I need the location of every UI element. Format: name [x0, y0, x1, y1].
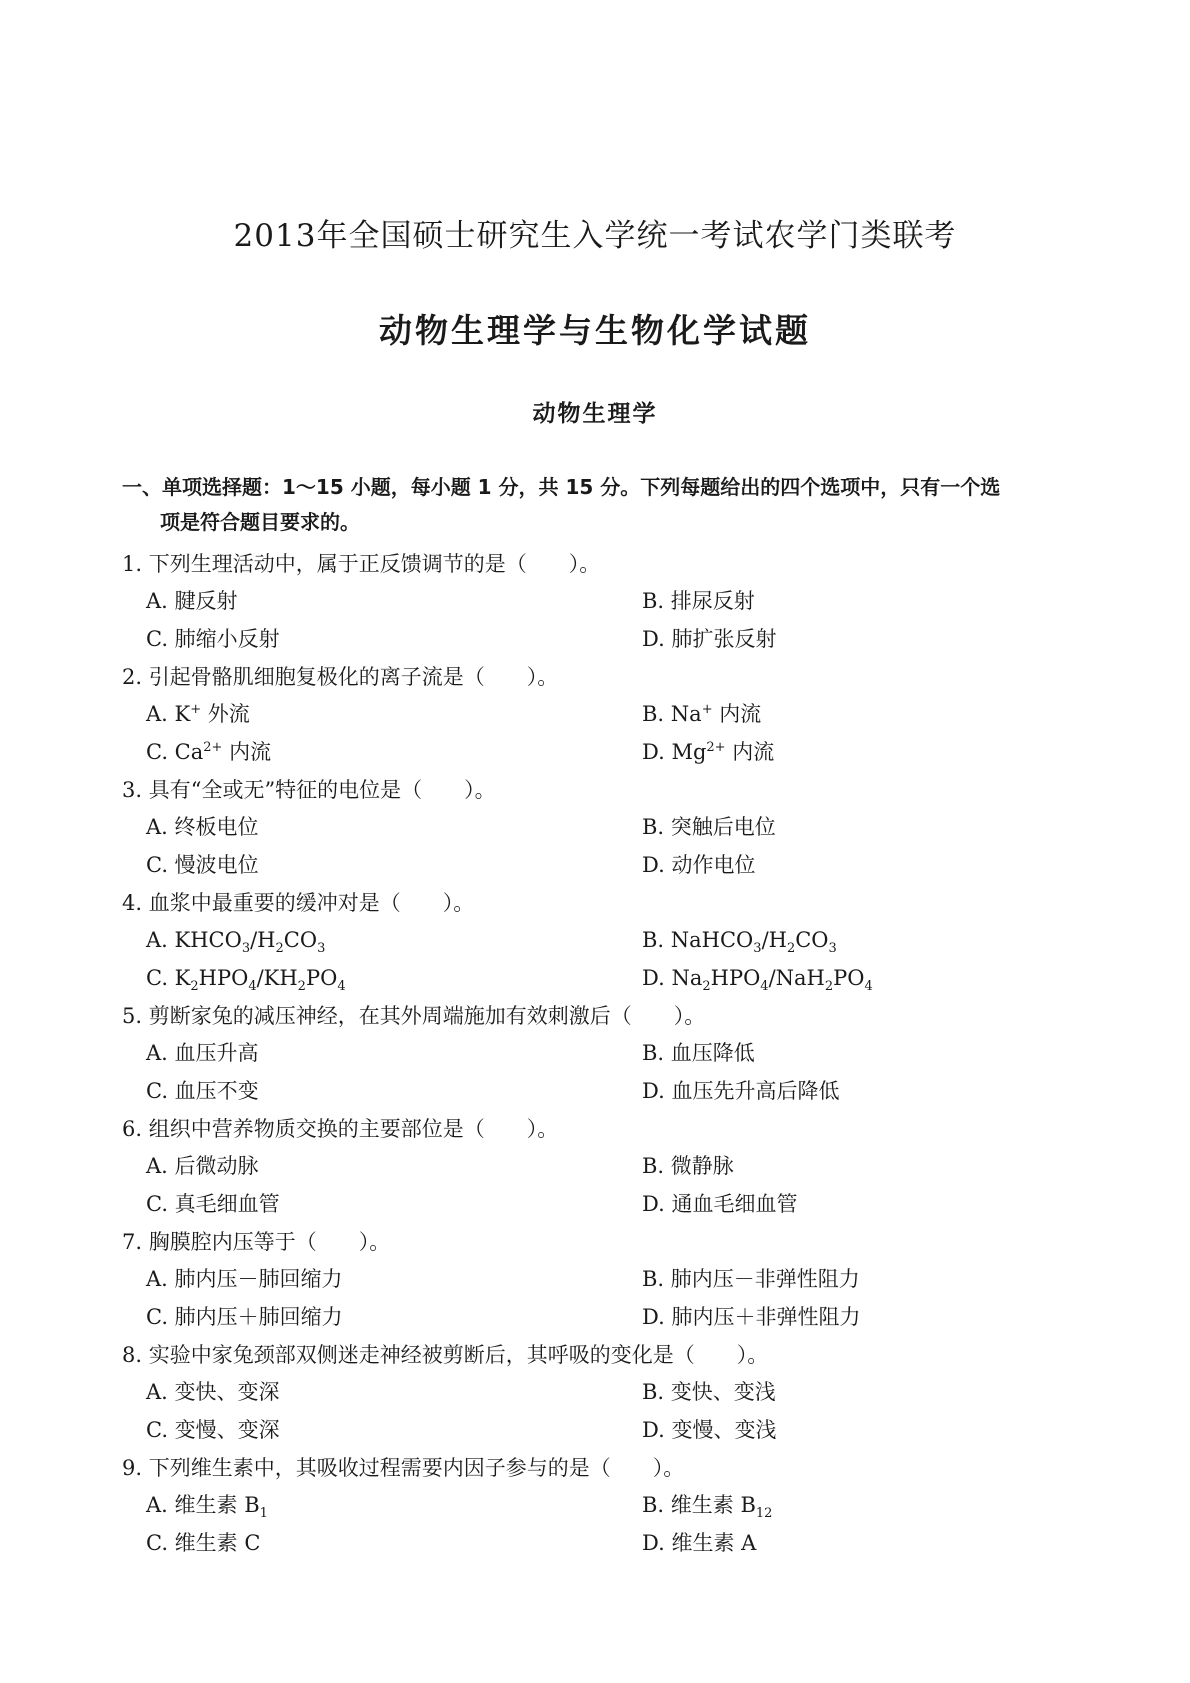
question-stem: 1. 下列生理活动中，属于正反馈调节的是（ ）。	[122, 552, 601, 576]
question-stem: 3. 具有“全或无”特征的电位是（ ）。	[122, 778, 496, 802]
option-row	[122, 696, 1102, 734]
option-b: B. 变快、变浅	[642, 1380, 776, 1404]
option-c: C. $K_2HPO_4/KH_2PO_4$	[146, 965, 346, 994]
option-row	[122, 1186, 1102, 1224]
option-row	[122, 583, 1102, 621]
option-d: D. 动作电位	[642, 852, 756, 877]
option-d: D. 变慢、变浅	[642, 1417, 777, 1442]
option-row	[122, 809, 1102, 847]
option-row	[122, 621, 1102, 659]
question-stem: 4. 血浆中最重要的缓冲对是（ ）。	[122, 891, 475, 915]
option-b: B. $NaHCO_3/H_2CO_3$	[642, 928, 837, 957]
option-c: C. 真毛细血管	[146, 1191, 280, 1216]
option-d: D. $Mg^{2+}$ 内流	[642, 739, 775, 764]
question-6	[122, 1110, 1102, 1223]
option-row	[122, 1073, 1102, 1111]
option-b: B. 维生素 $B_{12}$	[642, 1493, 773, 1522]
instructions-line-2: 项是符合题目要求的。	[160, 510, 360, 534]
question-stem: 5. 剪断家兔的减压神经，在其外周端施加有效刺激后（ ）。	[122, 1004, 706, 1028]
option-c: C. 肺缩小反射	[146, 626, 280, 651]
question-2	[122, 658, 1102, 771]
option-a: A. 后微动脉	[146, 1154, 259, 1178]
option-b: B. 肺内压－非弹性阻力	[642, 1267, 860, 1291]
section-instructions	[122, 470, 1102, 540]
question-7	[122, 1223, 1102, 1336]
option-d: D. 通血毛细血管	[642, 1191, 798, 1216]
option-b: B. 微静脉	[642, 1154, 734, 1178]
option-c: C. 维生素 C	[146, 1530, 261, 1555]
option-row	[122, 1525, 1102, 1563]
option-c: C. 慢波电位	[146, 852, 259, 877]
option-c: C. 肺内压＋肺回缩力	[146, 1304, 343, 1329]
section-title: 动物生理学	[532, 401, 658, 427]
question-3	[122, 771, 1102, 884]
option-b: B. 血压降低	[642, 1041, 755, 1065]
question-list	[122, 545, 1102, 1562]
option-a: A. 终板电位	[146, 815, 259, 839]
option-row	[122, 734, 1102, 772]
option-a: A. 血压升高	[146, 1041, 259, 1065]
option-d: D. 血压先升高后降低	[642, 1078, 840, 1103]
question-5	[122, 997, 1102, 1110]
question-stem: 7. 胸膜腔内压等于（ ）。	[122, 1230, 391, 1254]
option-row	[122, 847, 1102, 885]
option-d: D. $Na_2HPO_4/NaH_2PO_4$	[642, 965, 873, 994]
option-a: A. K+ 外流	[146, 702, 250, 726]
option-row	[122, 1412, 1102, 1450]
option-c: C. 变慢、变深	[146, 1417, 280, 1442]
option-c: C. $Ca^{2+}$ 内流	[146, 739, 272, 764]
exam-title: 2013年全国硕士研究生入学统一考试农学门类联考	[233, 218, 957, 254]
option-c: C. 血压不变	[146, 1078, 259, 1103]
option-d: D. 维生素 A	[642, 1530, 757, 1555]
option-row	[122, 1148, 1102, 1186]
question-stem: 9. 下列维生素中，其吸收过程需要内因子参与的是（ ）。	[122, 1456, 685, 1480]
question-stem: 6. 组织中营养物质交换的主要部位是（ ）。	[122, 1117, 559, 1141]
question-1	[122, 545, 1102, 658]
option-row	[122, 960, 1102, 998]
question-9	[122, 1449, 1102, 1562]
option-d: D. 肺内压＋非弹性阻力	[642, 1304, 861, 1329]
option-b: B. Na+ 内流	[642, 702, 762, 726]
option-a: A. $KHCO_3/H_2CO_3$	[146, 928, 326, 957]
option-a: A. 腱反射	[146, 589, 238, 613]
option-row	[122, 1299, 1102, 1337]
question-stem: 8. 实验中家兔颈部双侧迷走神经被剪断后，其呼吸的变化是（ ）。	[122, 1343, 769, 1367]
option-a: A. 变快、变深	[146, 1380, 280, 1404]
option-row	[122, 922, 1102, 960]
option-row	[122, 1374, 1102, 1412]
option-b: B. 排尿反射	[642, 589, 755, 613]
question-stem: 2. 引起骨骼肌细胞复极化的离子流是（ ）。	[122, 665, 559, 689]
option-b: B. 突触后电位	[642, 815, 776, 839]
option-a: A. 肺内压－肺回缩力	[146, 1267, 343, 1291]
option-row	[122, 1261, 1102, 1299]
option-row	[122, 1487, 1102, 1525]
instructions-line-1: 一、单项选择题：1～15 小题，每小题 1 分，共 15 分。下列每题给出的四个选项中，只有一个选	[122, 475, 1001, 499]
option-a: A. 维生素 $B_1$	[146, 1493, 268, 1522]
option-d: D. 肺扩张反射	[642, 626, 777, 651]
question-8	[122, 1336, 1102, 1449]
option-row	[122, 1035, 1102, 1073]
subject-title: 动物生理学与生物化学试题	[379, 311, 811, 350]
question-4	[122, 884, 1102, 997]
